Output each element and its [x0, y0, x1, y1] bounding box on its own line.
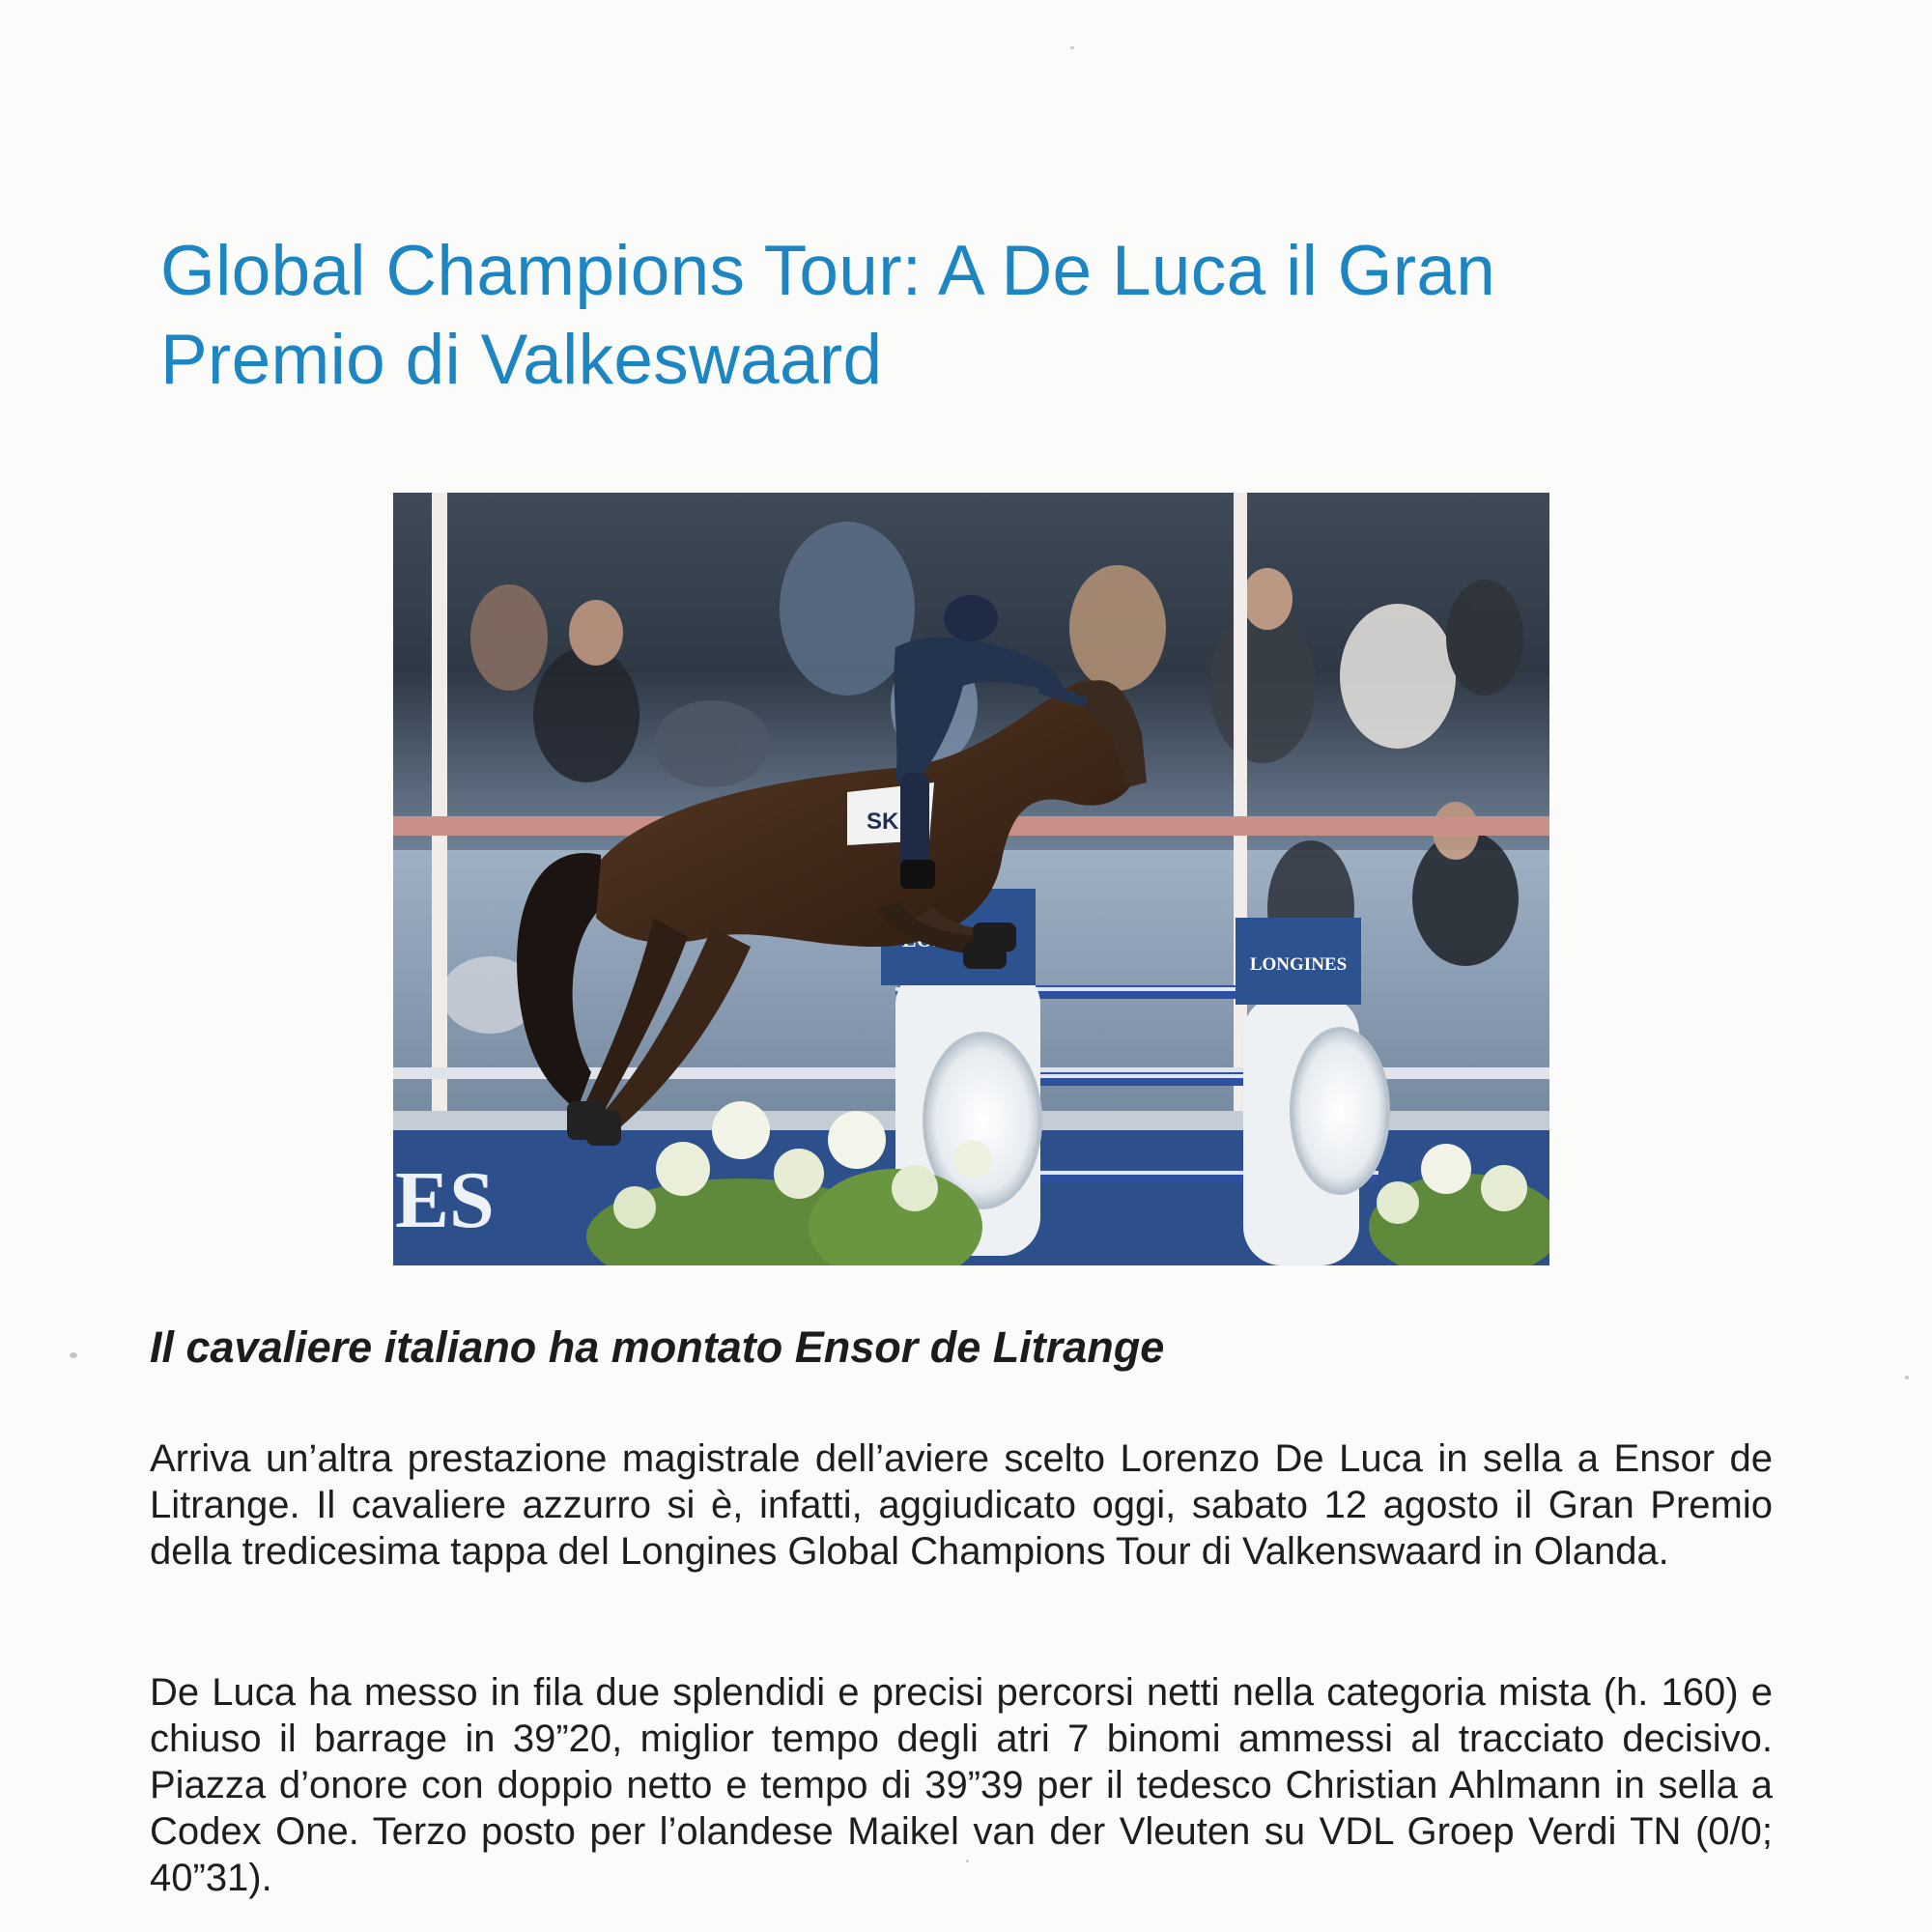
scan-speck — [70, 1352, 77, 1358]
show-jumping-photo — [393, 493, 1549, 1265]
article-photo — [393, 493, 1549, 1265]
scan-speck — [1070, 46, 1074, 49]
article-title: Global Champions Tour: A De Luca il Gran Premio di Valkeswaard — [160, 232, 1496, 399]
longines-banner-right: LONGINES — [1249, 954, 1348, 975]
saddle-pad-text: SK — [867, 809, 899, 835]
article-paragraph: De Luca ha messo in fila due splendidi e precisi percorsi netti nella categoria mista (h. 160) e chiuso il barrage in 39”20, miglior tempo degli atri 7 binomi ammessi al tracciato decisivo. Piazza d’onore con doppio netto e tempo di 39”39 per il tedesco Christian Ahlmann in sella a Codex One. Terzo posto per l’olandese Maikel van der Vleuten su VDL Groep Verdi TN (0/0; 40”31). — [150, 1671, 1773, 1899]
scan-speck — [1905, 1376, 1909, 1379]
article-subtitle: Il cavaliere italiano ha montato Ensor de Litrange — [150, 1322, 1165, 1372]
article-paragraph: Arriva un’altra prestazione magistrale dell’aviere scelto Lorenzo De Luca in sella a Ensor de Litrange. Il cavaliere azzurro si è, infatti, aggiudicato oggi, sabato 12 agosto il Gran Premio della tredicesima tappa del Longines Global Champions Tour di Valkenswaard in Olanda. — [150, 1437, 1773, 1573]
board-text: ES — [395, 1155, 495, 1245]
scan-speck — [966, 1860, 969, 1862]
